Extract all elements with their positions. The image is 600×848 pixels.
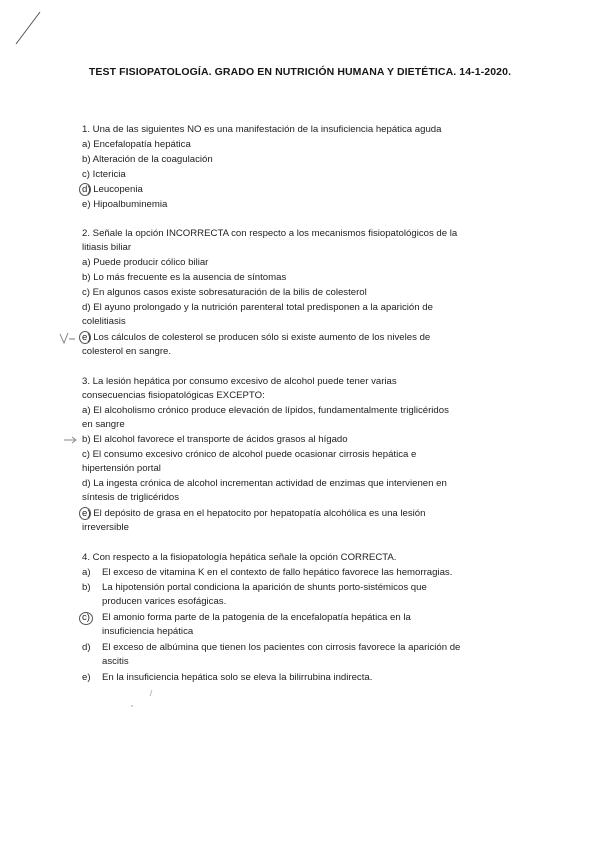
q4-option-d-cont: ascitis [102,656,129,667]
question-4-stem: 4. Con respecto a la fisiopatología hepática señale la opción CORRECTA. [82,552,397,563]
q4-option-d-text: El exceso de albúmina que tienen los pacientes con cirrosis favorece la aparición de [102,642,461,653]
q2-option-d: d) El ayuno prolongado y la nutrición parenteral total predisponen a la aparición de [82,302,433,313]
q4-option-c-cont: insuficiencia hepática [102,626,194,637]
question-3-stem-line-2: consecuencias fisiopatológicas EXCEPTO: [82,390,265,401]
q4-option-c-text: El amonio forma parte de la patogenia de la encefalopatía hepática en la [102,612,411,623]
question-2-stem-line-1: 2. Señale la opción INCORRECTA con respecto a los mecanismos fisiopatológicos de la [82,228,458,239]
q3-arrow-mark [62,434,80,446]
q3-option-d: d) La ingesta crónica de alcohol incrementan actividad de enzimas que intervienen en [82,478,447,489]
q2-option-a: a) Puede producir cólico biliar [82,257,209,268]
q2-option-e-cont: colesterol en sangre. [82,346,172,357]
q3-option-d-cont: síntesis de triglicéridos [82,492,180,503]
q4-option-c-letter: c) [82,612,90,623]
q4-option-e [82,671,372,684]
q2-answer-circle [79,331,91,344]
q2-check-mark [58,331,78,345]
question-1-stem: 1. Una de las siguientes NO es una manifestación de la insuficiencia hepática aguda [82,124,442,135]
stray-pen-mark [128,688,158,710]
q2-option-d-cont: colelitiasis [82,316,126,327]
q4-option-e-text: En la insuficiencia hepática solo se eleva la bilirrubina indirecta. [102,672,373,683]
q4-answer-circle [79,612,93,625]
q1-option-e: e) Hipoalbuminemia [82,199,168,210]
q4-option-a [82,566,452,579]
q3-answer-circle [79,507,91,520]
q1-option-d: d) Leucopenia [82,184,143,195]
q4-option-b [82,581,427,594]
exam-title: TEST FISIOPATOLOGÍA. GRADO EN NUTRICIÓN HUMANA Y DIETÉTICA. 14-1-2020. [88,66,512,78]
question-3-stem-line-1: 3. La lesión hepática por consumo excesivo de alcohol puede tener varias [82,376,397,387]
q2-option-e: e) Los cálculos de colesterol se producen sólo si existe aumento de los niveles de [82,332,431,343]
q3-option-e-cont: irreversible [82,522,129,533]
q4-option-d [82,641,460,654]
q4-option-b-letter: b) [82,582,91,593]
scan-line-mark [14,8,44,48]
q3-option-c: c) El consumo excesivo crónico de alcohol puede ocasionar cirrosis hepática e [82,449,417,460]
q3-option-b: b) El alcohol favorece el transporte de ácidos grasos al hígado [82,434,348,445]
q4-option-e-letter: e) [82,672,91,683]
q4-option-c [82,611,411,624]
q1-answer-circle [79,183,91,196]
q4-option-d-letter: d) [82,642,91,653]
q3-option-e: e) El depósito de grasa en el hepatocito por hepatopatía alcohólica es una lesión [82,508,426,519]
q4-option-a-text: El exceso de vitamina K en el contexto de fallo hepático favorece las hemorragias. [102,567,453,578]
q3-option-c-cont: hipertensión portal [82,463,161,474]
q2-option-b: b) Lo más frecuente es la ausencia de síntomas [82,272,287,283]
q4-option-b-cont: producen varices esofágicas. [102,596,227,607]
q4-option-a-letter: a) [82,567,91,578]
q1-option-a: a) Encefalopatía hepática [82,139,191,150]
q4-option-b-text: La hipotensión portal condiciona la aparición de shunts porto-sistémicos que [102,582,427,593]
q1-option-b: b) Alteración de la coagulación [82,154,213,165]
q3-option-a: a) El alcoholismo crónico produce elevación de lípidos, fundamentalmente triglicéridos [82,405,449,416]
q1-option-c: c) Ictericia [82,169,126,180]
q3-option-a-cont: en sangre [82,419,125,430]
q2-option-c: c) En algunos casos existe sobresaturación de la bilis de colesterol [82,287,367,298]
question-2-stem-line-2: litiasis biliar [82,242,132,253]
